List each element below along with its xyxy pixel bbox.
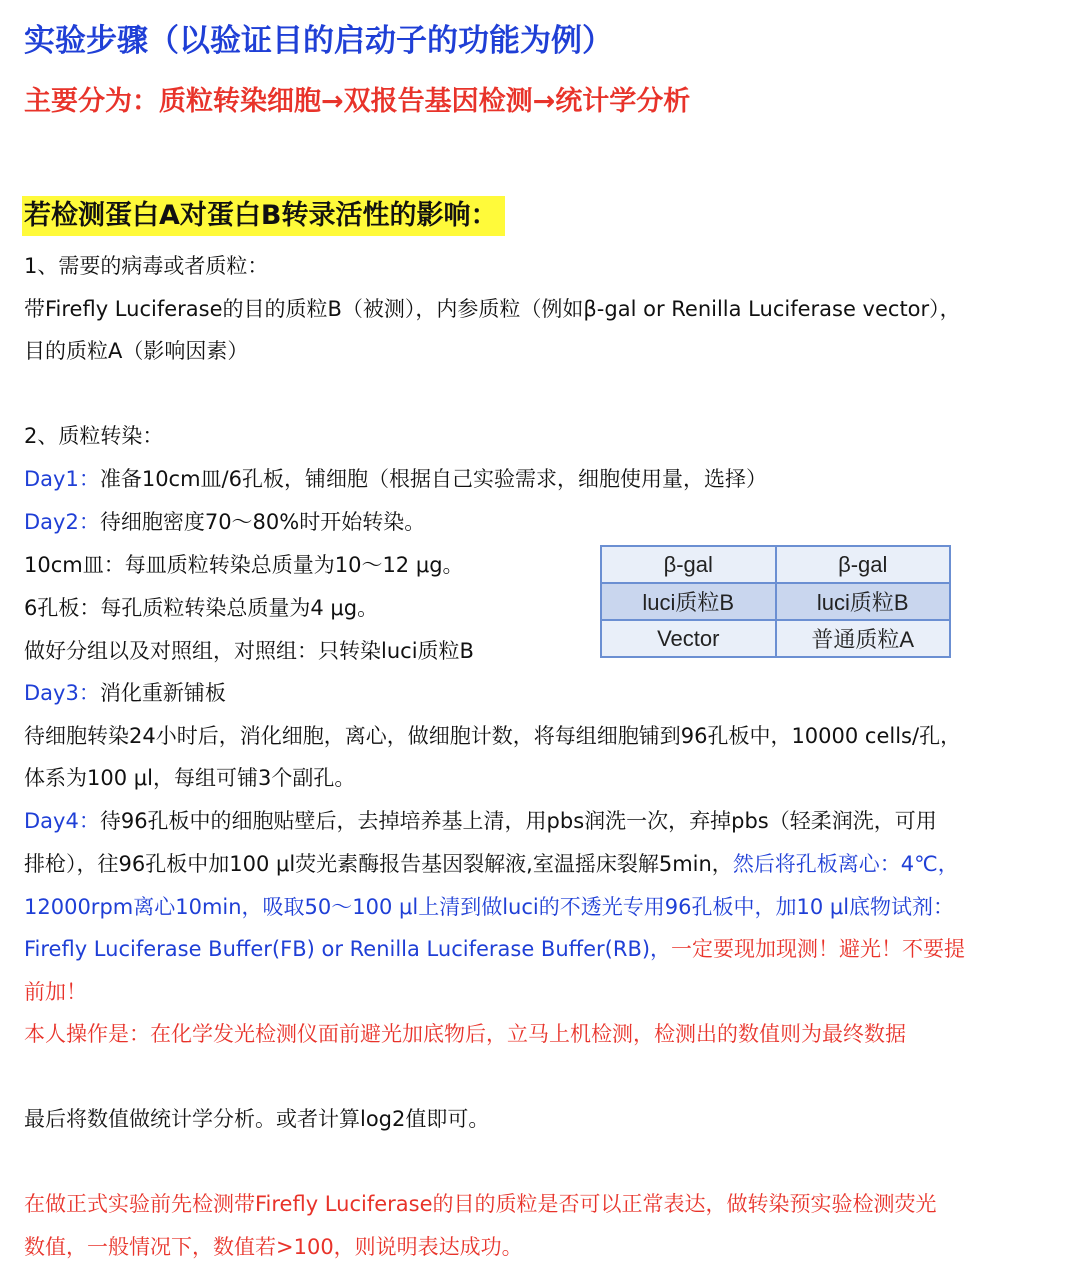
highlight-text: 若检测蛋白A对蛋白B转录活性的影响： [22,196,505,236]
table-cell: 普通质粒A [776,620,951,657]
day4-line2 [24,849,959,879]
day1-label: Day1： [24,467,100,491]
plate-6-line: 6孔板：每孔质粒转染总质量为4 μg。 [24,596,379,620]
table-cell: luci质粒B [776,583,951,620]
final-line: 最后将数值做统计学分析。或者计算log2值即可。 [24,1107,490,1131]
page-title: 实验步骤（以验证目的启动子的功能为例） [24,23,613,59]
section1-heading: 1、需要的病毒或者质粒： [24,254,269,278]
day4-line3: 12000rpm离心10min，吸取50～100 μl上清到做luci的不透光专用96孔板中，加10 μl底物试剂： [24,895,955,919]
day4-line5: 前加！ [24,980,87,1004]
section1-line1: 带Firefly Luciferase的目的质粒B（被测），内参质粒（例如β-gal or Renilla Luciferase vector）， [24,297,961,321]
day4-text-1: 待96孔板中的细胞贴壁后，去掉培养基上清，用pbs润洗一次，弃掉pbs（轻柔润洗，可用 [99,809,937,833]
day2-line [24,507,425,537]
plasmid-group-table [600,545,951,658]
day3-detail-line1: 待细胞转染24小时后，消化细胞，离心，做细胞计数，将每组细胞铺到96孔板中，10000 cells/孔， [24,724,962,748]
highlight-heading [22,196,505,236]
page-subtitle: 主要分为：质粒转染细胞→双报告基因检测→统计学分析 [24,86,691,117]
table-cell: luci质粒B [601,583,776,620]
day4-line1 [24,806,937,836]
dish-10cm-line: 10cm皿：每皿质粒转染总质量为10～12 μg。 [24,553,464,577]
table-row [601,620,950,657]
day2-label: Day2： [24,510,100,534]
table-row [601,583,950,620]
section2-heading: 2、质粒转染： [24,424,164,448]
table-cell: β-gal [776,546,951,583]
groups-line: 做好分组以及对照组，对照组：只转染luci质粒B [24,639,474,663]
operation-note: 本人操作是：在化学发光检测仪面前避光加底物后，立马上机检测，检测出的数值则为最终数据 [24,1022,906,1046]
day4-text-2: 排枪），往96孔板中加100 μl荧光素酶报告基因裂解液,室温摇床裂解5min， [24,852,733,876]
table-cell: β-gal [601,546,776,583]
day3-label: Day3： [24,681,100,705]
day1-line [24,464,767,494]
day4-line4 [24,934,965,964]
day3-detail-line2: 体系为100 μl，每组可铺3个副孔。 [24,766,356,790]
table-row [601,546,950,583]
day3-line [24,678,226,708]
tip-line2: 数值，一般情况下，数值若>100，则说明表达成功。 [24,1235,523,1259]
section1-line2: 目的质粒A（影响因素） [24,339,249,363]
day4-text-4-blue: Firefly Luciferase Buffer(FB) or Renilla Luciferase Buffer(RB)， [24,937,672,961]
day4-label: Day4： [24,809,100,833]
day4-text-4-red: 一定要现加现测！避光！不要提 [671,937,966,961]
day4-text-2-blue: 然后将孔板离心：4℃， [732,852,959,876]
day3-text: 消化重新铺板 [99,681,226,705]
day1-text: 准备10cm皿/6孔板，铺细胞（根据自己实验需求，细胞使用量，选择） [99,467,767,491]
day2-text: 待细胞密度70～80%时开始转染。 [99,510,426,534]
tip-line1: 在做正式实验前先检测带Firefly Luciferase的目的质粒是否可以正常表达，做转染预实验检测荧光 [24,1192,937,1216]
table-cell: Vector [601,620,776,657]
